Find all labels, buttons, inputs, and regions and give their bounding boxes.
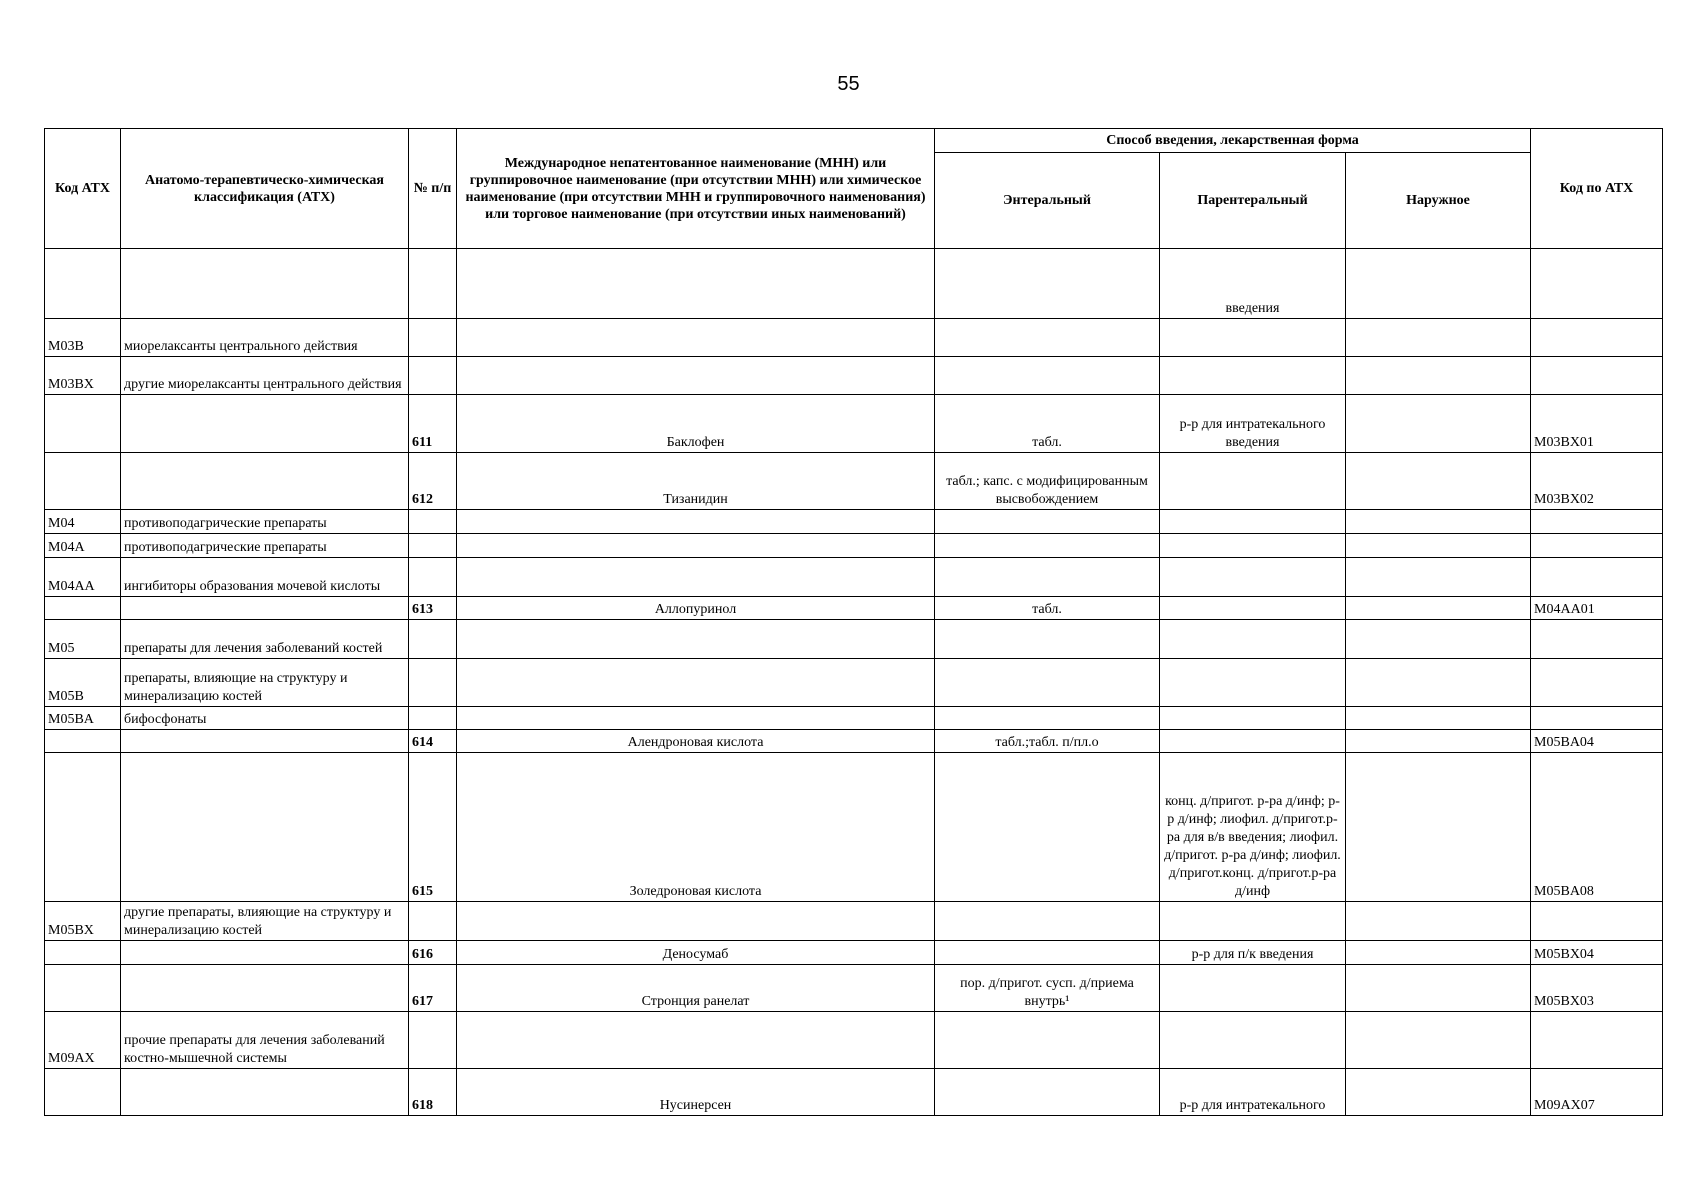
cell-external [1346, 395, 1531, 453]
cell-parenteral [1160, 319, 1346, 357]
cell-external [1346, 902, 1531, 941]
cell-atc: M05BA08 [1531, 753, 1663, 902]
table-row [45, 1069, 1663, 1116]
table-row [45, 249, 1663, 319]
cell-classification [121, 941, 409, 965]
cell-number [409, 534, 457, 558]
page-number: 55 [837, 73, 860, 95]
cell-number: 614 [409, 730, 457, 753]
cell-name [457, 902, 935, 941]
cell-external [1346, 620, 1531, 659]
cell-classification: бифосфонаты [121, 707, 409, 730]
table-row [45, 453, 1663, 510]
cell-parenteral [1160, 707, 1346, 730]
cell-atc: M05BX04 [1531, 941, 1663, 965]
cell-name [457, 249, 935, 319]
table-row [45, 659, 1663, 707]
cell-number [409, 249, 457, 319]
cell-enteral: табл. [935, 597, 1160, 620]
cell-name: Стронция ранелат [457, 965, 935, 1012]
cell-enteral [935, 659, 1160, 707]
cell-code [45, 730, 121, 753]
cell-code: M05 [45, 620, 121, 659]
cell-code [45, 941, 121, 965]
cell-classification [121, 597, 409, 620]
cell-name [457, 659, 935, 707]
cell-number: 618 [409, 1069, 457, 1116]
table-body [45, 249, 1663, 1116]
cell-parenteral [1160, 453, 1346, 510]
cell-external [1346, 319, 1531, 357]
cell-external [1346, 357, 1531, 395]
cell-enteral [935, 558, 1160, 597]
table-row [45, 357, 1663, 395]
cell-code [45, 395, 121, 453]
cell-classification: миорелаксанты центрального действия [121, 319, 409, 357]
cell-parenteral [1160, 730, 1346, 753]
cell-atc: M09AX07 [1531, 1069, 1663, 1116]
cell-number [409, 357, 457, 395]
cell-atc: M03BX01 [1531, 395, 1663, 453]
cell-enteral [935, 1012, 1160, 1069]
cell-atc: M04AA01 [1531, 597, 1663, 620]
cell-atc [1531, 534, 1663, 558]
cell-parenteral [1160, 558, 1346, 597]
cell-parenteral [1160, 902, 1346, 941]
cell-classification [121, 395, 409, 453]
cell-code [45, 453, 121, 510]
cell-code: M05BA [45, 707, 121, 730]
cell-parenteral: введения [1160, 249, 1346, 319]
cell-classification: препараты, влияющие на структуру и минерализацию костей [121, 659, 409, 707]
cell-external [1346, 597, 1531, 620]
header-classification: Анатомо-терапевтическо-химическая классификация (АТХ) [121, 129, 409, 249]
cell-name: Деносумаб [457, 941, 935, 965]
cell-classification [121, 453, 409, 510]
cell-classification: противоподагрические препараты [121, 534, 409, 558]
cell-code: M04 [45, 510, 121, 534]
cell-external [1346, 730, 1531, 753]
cell-atc: M05BA04 [1531, 730, 1663, 753]
cell-name [457, 707, 935, 730]
cell-code [45, 965, 121, 1012]
cell-parenteral [1160, 965, 1346, 1012]
table-row [45, 534, 1663, 558]
header-code: Код АТХ [45, 129, 121, 249]
cell-atc [1531, 902, 1663, 941]
header-external: Наружное [1346, 153, 1531, 249]
cell-code [45, 753, 121, 902]
table-row [45, 395, 1663, 453]
header-route-group: Способ введения, лекарственная форма [935, 129, 1531, 153]
table-row [45, 1012, 1663, 1069]
cell-number [409, 319, 457, 357]
cell-external [1346, 1012, 1531, 1069]
cell-classification: препараты для лечения заболеваний костей [121, 620, 409, 659]
cell-number [409, 558, 457, 597]
cell-parenteral [1160, 597, 1346, 620]
cell-name [457, 534, 935, 558]
cell-atc [1531, 357, 1663, 395]
cell-classification: противоподагрические препараты [121, 510, 409, 534]
cell-atc [1531, 510, 1663, 534]
cell-number [409, 510, 457, 534]
cell-name: Золедроновая кислота [457, 753, 935, 902]
table-row [45, 730, 1663, 753]
header-parenteral: Парентеральный [1160, 153, 1346, 249]
cell-classification: другие миорелаксанты центрального действия [121, 357, 409, 395]
table-row [45, 753, 1663, 902]
cell-external [1346, 753, 1531, 902]
cell-enteral [935, 902, 1160, 941]
cell-external [1346, 1069, 1531, 1116]
cell-name: Нусинерсен [457, 1069, 935, 1116]
cell-code [45, 597, 121, 620]
cell-enteral: табл.;табл. п/пл.о [935, 730, 1160, 753]
cell-classification [121, 965, 409, 1012]
cell-enteral: табл. [935, 395, 1160, 453]
cell-enteral [935, 534, 1160, 558]
cell-parenteral [1160, 357, 1346, 395]
cell-enteral [935, 707, 1160, 730]
cell-name: Баклофен [457, 395, 935, 453]
cell-classification: другие препараты, влияющие на структуру и минерализацию костей [121, 902, 409, 941]
cell-parenteral [1160, 510, 1346, 534]
cell-code [45, 1069, 121, 1116]
cell-name [457, 620, 935, 659]
cell-atc [1531, 558, 1663, 597]
cell-number [409, 620, 457, 659]
cell-atc [1531, 1012, 1663, 1069]
cell-code: M05BX [45, 902, 121, 941]
cell-code: M05B [45, 659, 121, 707]
cell-atc [1531, 659, 1663, 707]
cell-atc [1531, 319, 1663, 357]
cell-number: 616 [409, 941, 457, 965]
cell-classification [121, 730, 409, 753]
cell-number [409, 1012, 457, 1069]
cell-external [1346, 965, 1531, 1012]
cell-number [409, 659, 457, 707]
cell-enteral: табл.; капс. с модифицированным высвобождением [935, 453, 1160, 510]
cell-code: M09AX [45, 1012, 121, 1069]
cell-number: 612 [409, 453, 457, 510]
cell-enteral [935, 941, 1160, 965]
cell-number [409, 707, 457, 730]
cell-name [457, 558, 935, 597]
table-row [45, 707, 1663, 730]
cell-external [1346, 941, 1531, 965]
header-number: № п/п [409, 129, 457, 249]
cell-classification: ингибиторы образования мочевой кислоты [121, 558, 409, 597]
cell-external [1346, 558, 1531, 597]
cell-enteral [935, 249, 1160, 319]
cell-enteral [935, 1069, 1160, 1116]
cell-code: M04A [45, 534, 121, 558]
header-name: Международное непатентованное наименование (МНН) или группировочное наименование (при отсутствии МНН) или химическое наименование (при отсутствии МНН и группировочного наименования) или торговое наименование (при отсутствии иных наименований) [457, 129, 935, 249]
header-atc-code: Код по АТХ [1531, 129, 1663, 249]
cell-classification [121, 1069, 409, 1116]
cell-enteral: пор. д/пригот. сусп. д/приема внутрь¹ [935, 965, 1160, 1012]
cell-name [457, 510, 935, 534]
cell-external [1346, 453, 1531, 510]
table-row [45, 558, 1663, 597]
cell-enteral [935, 357, 1160, 395]
cell-number: 613 [409, 597, 457, 620]
table-row [45, 941, 1663, 965]
cell-enteral [935, 753, 1160, 902]
cell-parenteral: конц. д/пригот. р-ра д/инф; р-р д/инф; лиофил. д/пригот.р-ра для в/в введения; лиофил. д/пригот. р-ра д/инф; лиофил. д/пригот.конц. д/пригот.р-ра д/инф [1160, 753, 1346, 902]
cell-enteral [935, 620, 1160, 659]
cell-enteral [935, 510, 1160, 534]
cell-external [1346, 659, 1531, 707]
cell-parenteral [1160, 659, 1346, 707]
cell-name: Тизанидин [457, 453, 935, 510]
cell-name [457, 1012, 935, 1069]
table-row [45, 510, 1663, 534]
table-row [45, 597, 1663, 620]
table-row [45, 620, 1663, 659]
cell-number [409, 902, 457, 941]
cell-external [1346, 249, 1531, 319]
cell-parenteral: р-р для интратекального введения [1160, 395, 1346, 453]
cell-name: Алендроновая кислота [457, 730, 935, 753]
table-row [45, 319, 1663, 357]
cell-external [1346, 534, 1531, 558]
cell-classification [121, 249, 409, 319]
cell-parenteral: р-р для п/к введения [1160, 941, 1346, 965]
cell-code: M03B [45, 319, 121, 357]
cell-parenteral [1160, 1012, 1346, 1069]
cell-enteral [935, 319, 1160, 357]
cell-external [1346, 510, 1531, 534]
cell-atc [1531, 249, 1663, 319]
cell-parenteral: р-р для интратекального [1160, 1069, 1346, 1116]
cell-number: 615 [409, 753, 457, 902]
cell-parenteral [1160, 534, 1346, 558]
header-enteral: Энтеральный [935, 153, 1160, 249]
table-row [45, 902, 1663, 941]
drug-table [44, 128, 1663, 1116]
cell-name [457, 357, 935, 395]
cell-classification: прочие препараты для лечения заболеваний костно-мышечной системы [121, 1012, 409, 1069]
cell-code: M03BX [45, 357, 121, 395]
table-header [45, 129, 1663, 249]
cell-number: 617 [409, 965, 457, 1012]
cell-atc: M05BX03 [1531, 965, 1663, 1012]
cell-code: M04AA [45, 558, 121, 597]
cell-parenteral [1160, 620, 1346, 659]
cell-code [45, 249, 121, 319]
cell-name [457, 319, 935, 357]
cell-atc: M03BX02 [1531, 453, 1663, 510]
cell-atc [1531, 620, 1663, 659]
cell-classification [121, 753, 409, 902]
cell-atc [1531, 707, 1663, 730]
table-row [45, 965, 1663, 1012]
cell-external [1346, 707, 1531, 730]
cell-name: Аллопуринол [457, 597, 935, 620]
cell-number: 611 [409, 395, 457, 453]
